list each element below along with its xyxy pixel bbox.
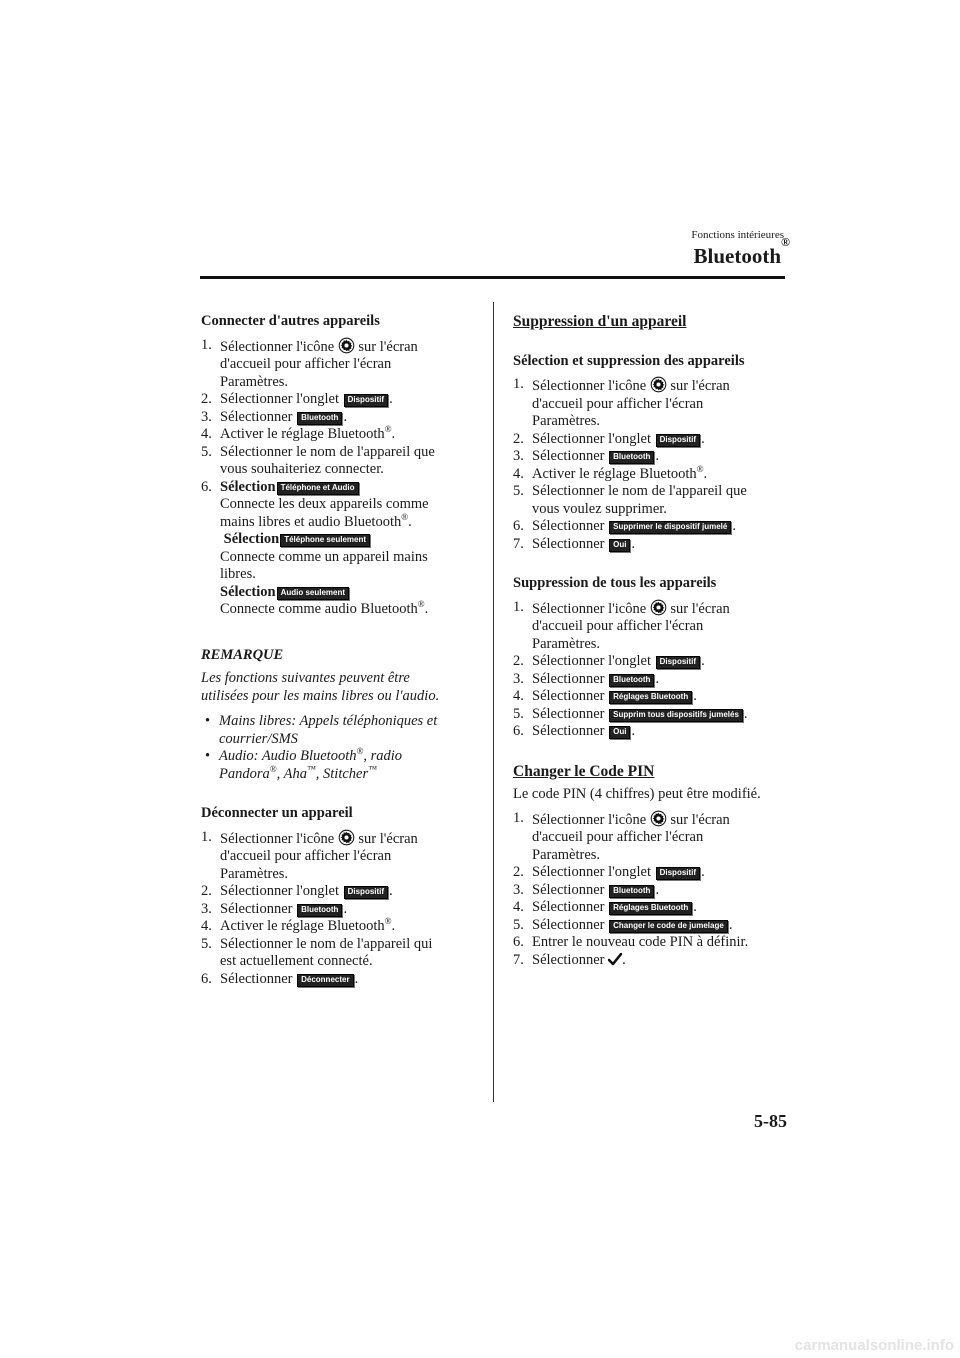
pin-intro: Le code PIN (4 chiffres) peut être modifié. <box>513 786 761 802</box>
list-item: 3. Sélectionner Bluetooth . <box>513 448 660 464</box>
dispositif-tab-button[interactable]: Dispositif <box>344 394 388 407</box>
disconnect-steps <box>201 829 483 989</box>
list-item: 5. Sélectionner le nom de l'appareil que vous voulez supprimer. <box>513 483 747 517</box>
delete-paired-button[interactable]: Supprimer le dispositif jumelé <box>609 521 731 534</box>
list-item: 4. Activer le réglage Bluetooth®. <box>201 916 396 934</box>
heading-disconnect: Déconnecter un appareil <box>201 805 353 821</box>
yes-button[interactable]: Oui <box>609 539 630 552</box>
list-item: 5. Sélectionner le nom de l'appareil que vous souhaiteriez connecter. <box>201 443 435 477</box>
list-item: 1. Sélectionner l'icône sur l'écran d'accueil pour afficher l'écran Paramètres. <box>513 809 730 863</box>
section-label: Fonctions intérieures <box>691 229 784 241</box>
dispositif-tab-button[interactable]: Dispositif <box>656 434 700 447</box>
delete-all-steps <box>513 599 795 741</box>
header-rule <box>200 276 785 279</box>
bluetooth-button[interactable]: Bluetooth <box>609 885 654 898</box>
gear-icon <box>338 829 355 846</box>
remark-title: REMARQUE <box>201 646 284 663</box>
telephone-audio-button[interactable]: Téléphone et Audio <box>277 482 359 495</box>
heading-delete: Suppression d'un appareil <box>513 313 687 330</box>
list-item: 6. Sélectionner Déconnecter . <box>201 970 359 987</box>
list-item: • Audio: Audio Bluetooth®, radio Pandora®, Aha™, Stitcher™ <box>205 746 402 782</box>
gear-icon <box>650 376 667 393</box>
bluetooth-button[interactable]: Bluetooth <box>297 904 342 917</box>
heading-select-delete: Sélection et suppression des appareils <box>513 352 745 369</box>
heading-pin: Changer le Code PIN <box>513 762 655 780</box>
yes-button[interactable]: Oui <box>609 726 630 739</box>
list-item: 2. Sélectionner l'onglet Dispositif . <box>513 430 705 447</box>
list-item: 3. Sélectionner Bluetooth . <box>201 900 348 917</box>
change-pairing-code-button[interactable]: Changer le code de jumelage <box>609 920 728 933</box>
list-item: • Mains libres: Appels téléphoniques et courrier/SMS <box>205 713 438 747</box>
gear-icon <box>650 599 667 616</box>
left-column <box>201 313 483 988</box>
watermark: carmanualsonline.info <box>794 1336 954 1354</box>
list-item: 5. Sélectionner Changer le code de jumelage . <box>513 916 733 933</box>
list-item: 3. Sélectionner Bluetooth . <box>513 881 660 898</box>
disconnect-button[interactable]: Déconnecter <box>297 974 353 987</box>
gear-icon <box>338 337 355 354</box>
connect-steps <box>201 337 483 619</box>
list-item: 7. Sélectionner Oui . <box>513 535 636 552</box>
list-item: 6. Entrer le nouveau code PIN à définir. <box>513 934 749 950</box>
list-item: 2. Sélectionner l'onglet Dispositif . <box>201 391 393 407</box>
remark-text: Les fonctions suivantes peuvent être utilisées pour les mains libres ou l'audio. <box>201 670 440 704</box>
list-item: 6. Sélection Téléphone et Audio Connecte les deux appareils comme mains libres et audio Bluetooth®. Sélection Téléphone seulement Connecte comme un appareil mains libres. Sélection Audio seulement Connecte comme audio Bluetooth®. <box>201 478 429 617</box>
list-item: 7. Sélectionner . <box>513 951 626 968</box>
bluetooth-settings-button[interactable]: Réglages Bluetooth <box>609 691 692 704</box>
list-item: 6. Sélectionner Oui . <box>513 723 636 739</box>
list-item: 2. Sélectionner l'onglet Dispositif . <box>201 883 393 899</box>
list-item: 4. Activer le réglage Bluetooth®. <box>513 463 708 482</box>
list-item: 1. Sélectionner l'icône sur l'écran d'accueil pour afficher l'écran Paramètres. <box>513 376 730 429</box>
page-title: Bluetooth® <box>693 235 790 268</box>
bluetooth-button[interactable]: Bluetooth <box>609 451 654 464</box>
page-number: 5-85 <box>754 1111 787 1131</box>
list-item: 1. Sélectionner l'icône sur l'écran d'accueil pour afficher l'écran Paramètres. <box>513 598 730 652</box>
list-item: 5. Sélectionner Supprim tous dispositifs jumelés . <box>513 705 748 722</box>
bluetooth-button[interactable]: Bluetooth <box>297 412 342 425</box>
remark-bullets <box>201 713 483 783</box>
list-item: 4. Sélectionner Réglages Bluetooth . <box>513 688 697 704</box>
list-item: 6. Sélectionner Supprimer le dispositif jumelé . <box>513 518 736 534</box>
list-item: 2. Sélectionner l'onglet Dispositif . <box>513 864 705 880</box>
heading-connect: Connecter d'autres appareils <box>201 313 380 329</box>
checkmark-icon[interactable] <box>608 953 622 966</box>
right-column <box>513 313 795 969</box>
heading-delete-all: Suppression de tous les appareils <box>513 575 717 591</box>
list-item: 1. Sélectionner l'icône sur l'écran d'accueil pour afficher l'écran Paramètres. <box>201 828 418 882</box>
dispositif-tab-button[interactable]: Dispositif <box>344 886 388 899</box>
list-item: 3. Sélectionner Bluetooth . <box>201 408 348 425</box>
list-item: 1. Sélectionner l'icône sur l'écran d'accueil pour afficher l'écran Paramètres. <box>201 336 418 390</box>
bluetooth-button[interactable]: Bluetooth <box>609 674 654 687</box>
audio-only-button[interactable]: Audio seulement <box>277 587 349 600</box>
dispositif-tab-button[interactable]: Dispositif <box>656 867 700 880</box>
list-item: 4. Sélectionner Réglages Bluetooth . <box>513 899 697 915</box>
list-item: 3. Sélectionner Bluetooth . <box>513 670 660 687</box>
telephone-only-button[interactable]: Téléphone seulement <box>280 534 370 547</box>
dispositif-tab-button[interactable]: Dispositif <box>656 656 700 669</box>
gear-icon <box>650 810 667 827</box>
column-divider <box>493 302 494 1102</box>
list-item: 2. Sélectionner l'onglet Dispositif . <box>513 653 705 669</box>
delete-all-paired-button[interactable]: Supprim tous dispositifs jumelés <box>609 709 743 722</box>
list-item: 4. Activer le réglage Bluetooth®. <box>201 424 396 442</box>
list-item: 5. Sélectionner le nom de l'appareil qui est actuellement connecté. <box>201 935 433 969</box>
pin-steps <box>513 810 795 970</box>
bluetooth-settings-button[interactable]: Réglages Bluetooth <box>609 902 692 915</box>
select-delete-steps <box>513 376 795 553</box>
